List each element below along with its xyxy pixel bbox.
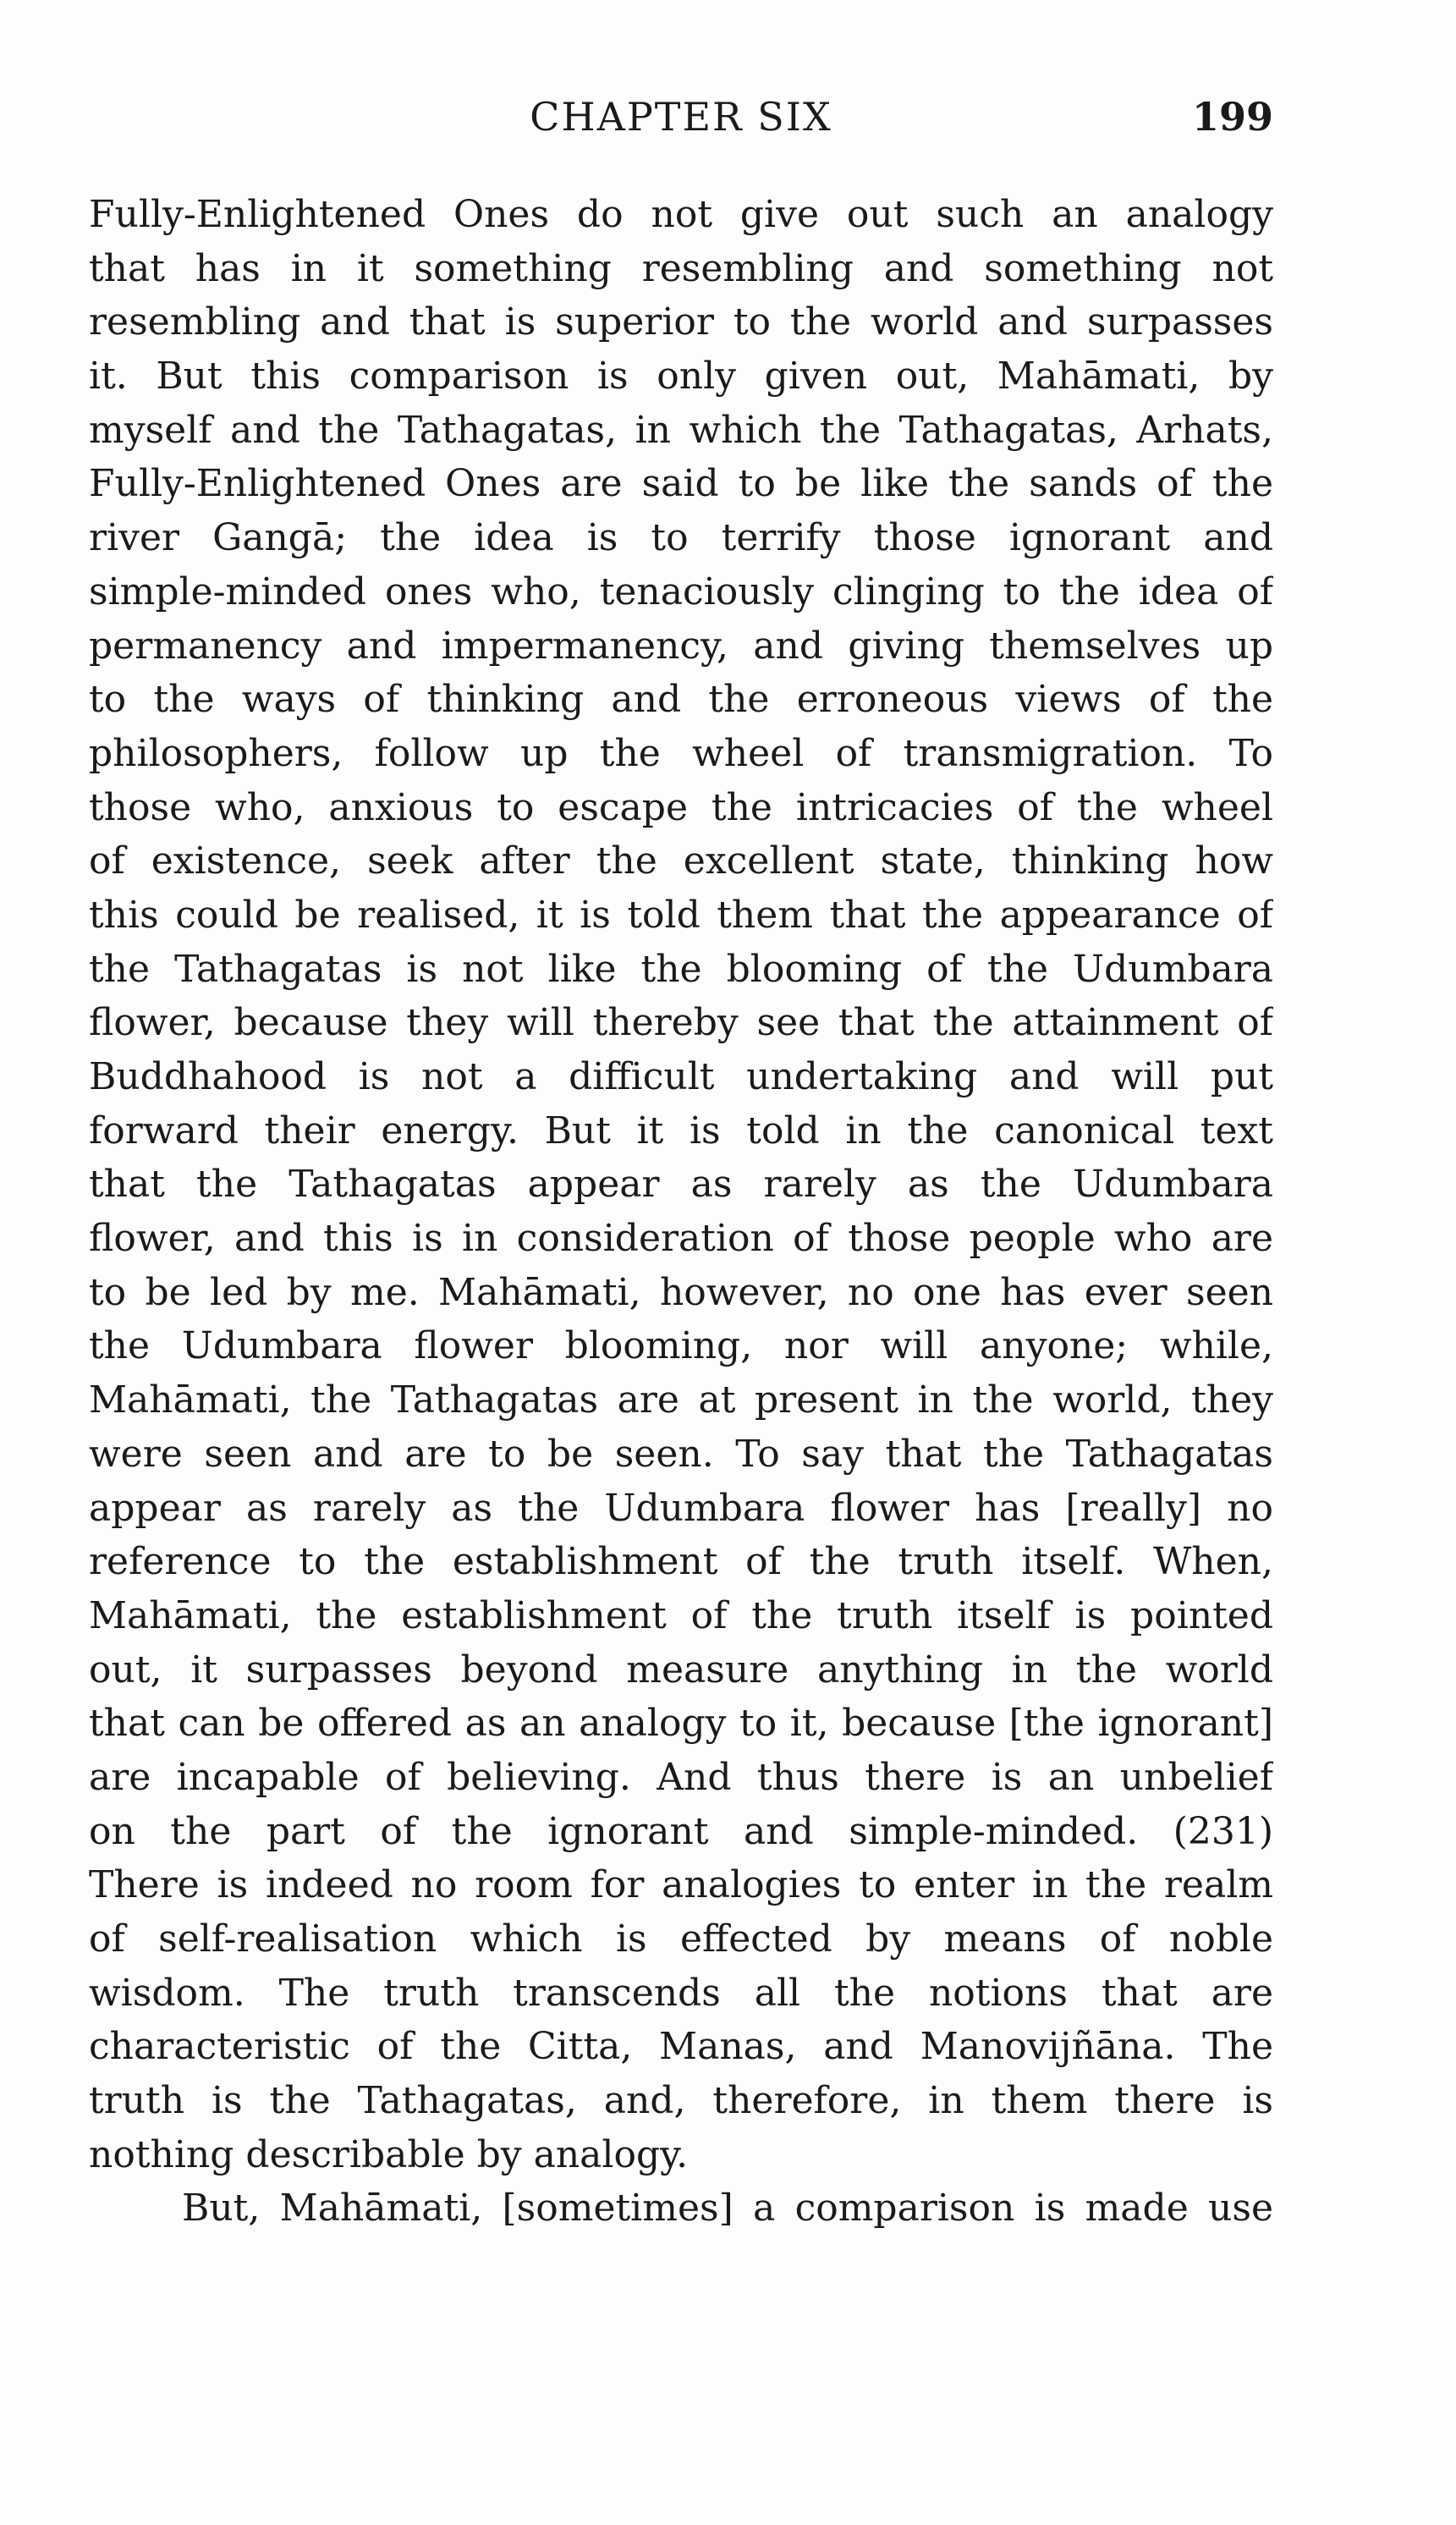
paragraph-end-line: nothing describable by analogy.: [89, 2132, 689, 2176]
text-line: the Tathagatas is not like the blooming of the Udumbara: [89, 947, 1273, 991]
text-line: flower, and this is in consideration of those people who are: [89, 1217, 1273, 1261]
text-line: on the part of the ignorant and simple-minded. (231): [89, 1809, 1273, 1853]
text-line: resembling and that is superior to the world and surpasses: [89, 300, 1273, 344]
text-line: that the Tathagatas appear as rarely as the Udumbara: [89, 1163, 1273, 1207]
paragraph-start-line: But, Mahāmati, [sometimes] a comparison is made use: [182, 2187, 1273, 2231]
text-line: of self-realisation which is effected by means of noble: [89, 1917, 1273, 1961]
text-line: There is indeed no room for analogies to enter in the realm: [89, 1863, 1273, 1907]
running-head: [89, 91, 1273, 142]
text-line: myself and the Tathagatas, in which the Tathagatas, Arhats,: [89, 408, 1273, 452]
text-line: out, it surpasses beyond measure anything in the world: [89, 1648, 1273, 1692]
text-line: were seen and are to be seen. To say that the Tathagatas: [89, 1432, 1273, 1476]
text-line: Fully-Enlightened Ones are said to be like the sands of the: [89, 462, 1273, 506]
text-line: of existence, seek after the excellent state, thinking how: [89, 839, 1273, 883]
text-line: forward their energy. But it is told in the canonical text: [89, 1108, 1273, 1152]
text-line: river Gangā; the idea is to terrify those ignorant and: [89, 516, 1273, 560]
text-line: Mahāmati, the establishment of the truth itself is pointed: [89, 1593, 1273, 1637]
body-text: [89, 188, 1273, 2236]
text-line: are incapable of believing. And thus there is an unbelief: [89, 1755, 1273, 1799]
text-line: the Udumbara flower blooming, nor will anyone; while,: [89, 1324, 1273, 1368]
text-line: flower, because they will thereby see that the attainment of: [89, 1001, 1273, 1045]
text-line: reference to the establishment of the truth itself. When,: [89, 1540, 1273, 1584]
chapter-title: CHAPTER SIX: [530, 94, 832, 140]
text-line: to the ways of thinking and the erroneous views of the: [89, 678, 1273, 722]
text-line: Fully-Enlightened Ones do not give out such an analogy: [89, 193, 1273, 236]
text-line: simple-minded ones who, tenaciously clinging to the idea of: [89, 569, 1273, 613]
text-line: permanency and impermanency, and giving themselves up: [89, 624, 1273, 668]
text-line: to be led by me. Mahāmati, however, no one has ever seen: [89, 1270, 1273, 1314]
text-line: appear as rarely as the Udumbara flower has [really] no: [89, 1486, 1273, 1530]
text-line: Buddhahood is not a difficult undertaking and will put: [89, 1055, 1273, 1098]
text-line: wisdom. The truth transcends all the notions that are: [89, 1971, 1273, 2015]
page-number: 199: [1191, 94, 1273, 140]
text-line: it. But this comparison is only given out, Mahāmati, by: [89, 355, 1273, 399]
text-line: truth is the Tathagatas, and, therefore, in them there is: [89, 2079, 1273, 2123]
text-line: that has in it something resembling and something not: [89, 246, 1273, 290]
text-line: those who, anxious to escape the intricacies of the wheel: [89, 785, 1273, 829]
text-line: Mahāmati, the Tathagatas are at present in the world, they: [89, 1378, 1273, 1422]
text-line: this could be realised, it is told them that the appearance of: [89, 893, 1273, 937]
text-line: philosophers, follow up the wheel of transmigration. To: [89, 731, 1273, 775]
text-line: characteristic of the Citta, Manas, and Manovijñāna. The: [89, 2025, 1273, 2069]
text-line: that can be offered as an analogy to it, because [the ignorant]: [89, 1702, 1273, 1746]
